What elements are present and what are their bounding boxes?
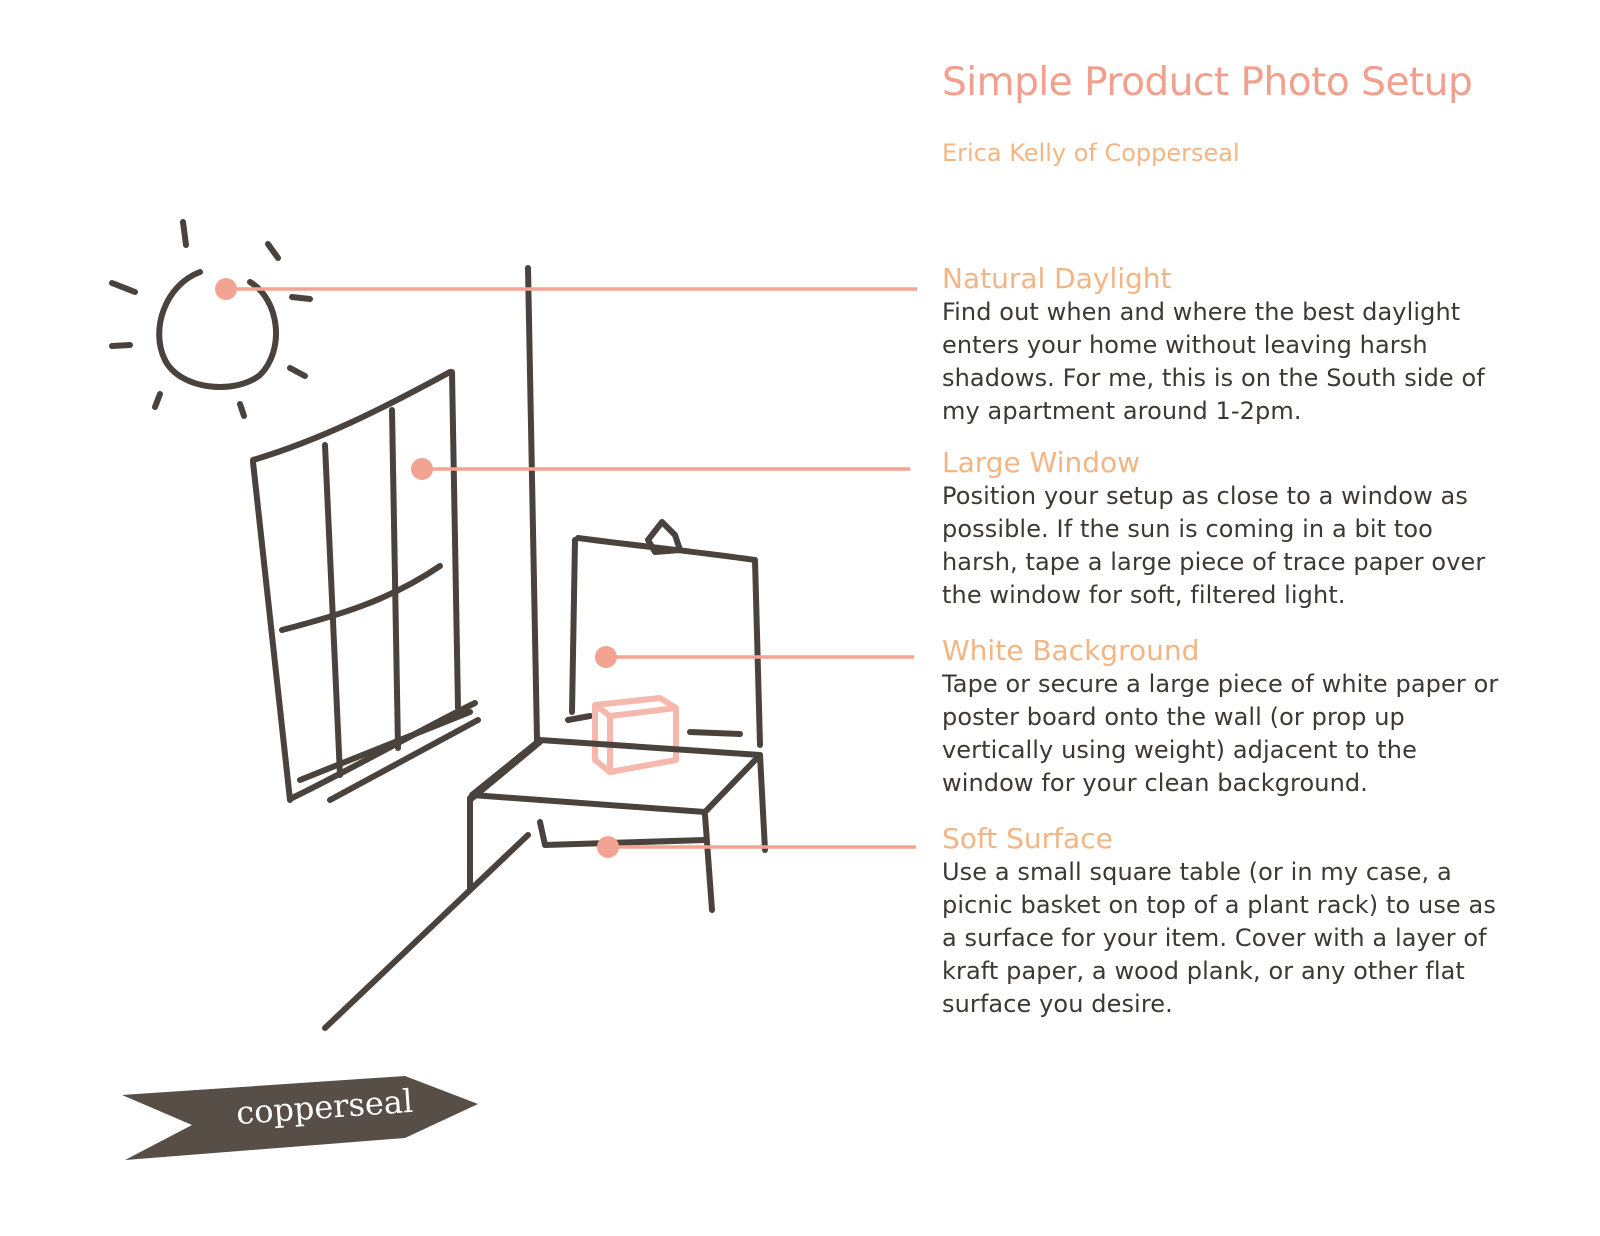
section-body: Use a small square table (or in my case, a picnic basket on top of a plant rack) to use as a surface for your item. Cover with a layer of kraft paper, a wood plank, or any other flat surface you desire. (942, 858, 1496, 1018)
sun-icon (112, 222, 310, 416)
window-sketch (253, 372, 478, 800)
section-white-background (942, 634, 1502, 800)
author-subtitle: Erica Kelly of Copperseal (942, 139, 1240, 167)
section-heading: Natural Daylight (942, 262, 1172, 295)
leader-natural-daylight (215, 278, 917, 300)
product-cube-sketch (595, 698, 676, 772)
leader-large-window (411, 458, 910, 480)
section-natural-daylight (942, 262, 1502, 428)
section-soft-surface (942, 822, 1502, 1021)
section-heading: Large Window (942, 446, 1141, 479)
section-heading: Soft Surface (942, 822, 1113, 855)
section-body: Position your setup as close to a window as possible. If the sun is coming in a bit too harsh, tape a large piece of trace paper over the window for soft, filtered light. (942, 482, 1486, 609)
section-heading: White Background (942, 634, 1200, 667)
section-body: Tape or secure a large piece of white paper or poster board onto the wall (or prop up vertically using weight) adjacent to the window for your clean background. (942, 670, 1499, 797)
section-large-window (942, 446, 1502, 612)
section-body: Find out when and where the best daylight enters your home without leaving harsh shadows. For me, this is on the South side of my apartment around 1-2pm. (942, 298, 1485, 425)
page-title: Simple Product Photo Setup (942, 60, 1473, 105)
logo-text: copperseal (234, 1081, 415, 1133)
